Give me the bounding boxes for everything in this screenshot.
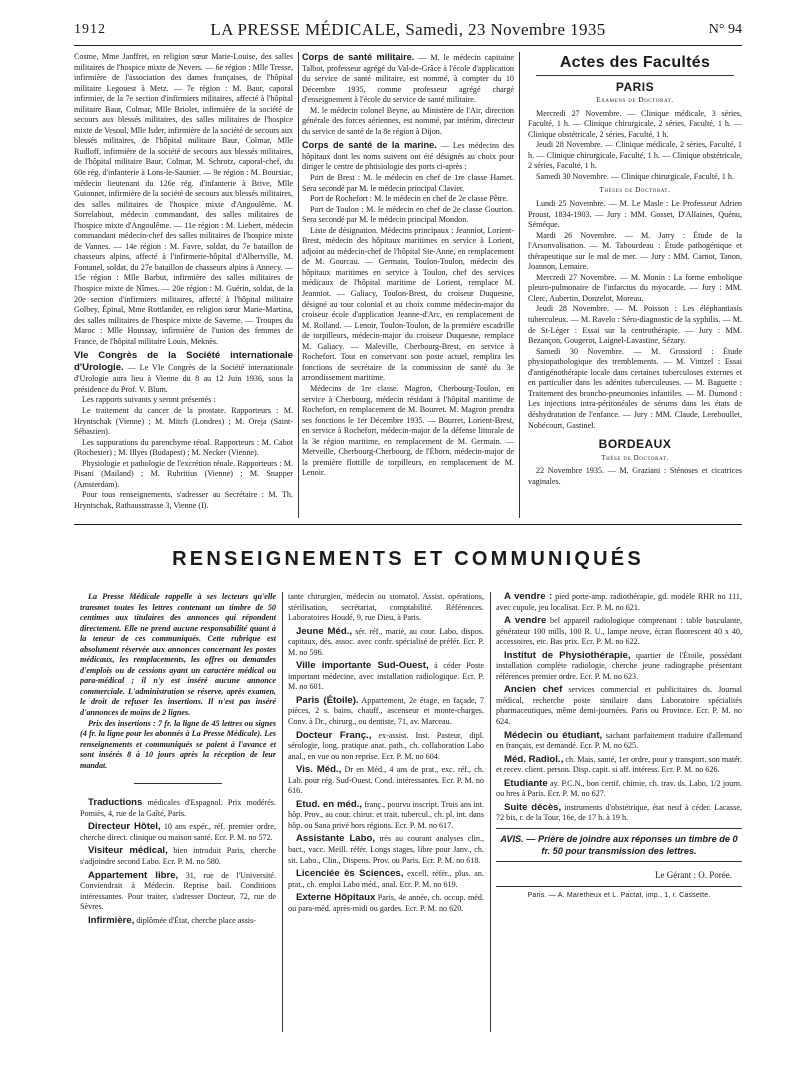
ad-lead: Ancien chef bbox=[504, 684, 563, 696]
thesis-entry: Samedi 30 Novembre. — M. Grossiord : Étude physiopathologique des tremblements. — M. Vintzel : Essai d'antigénothérapie locale dans certaines tuberculoses externes et en particulier dans les adénites tuberculeuses. — M. Baguette : Traitement des broncho-pneumonies infantiles. — M. Dumond : Les injections intra-péritonéales de sérums dans les états de déshydratation de l'enfance. — Jury : MM. Claude, Lereboullet, Nobécourt, Gastinel. bbox=[528, 346, 742, 430]
ad-text: bien introduit Paris, cherche s'adjoindre second Labo. Ecr. P. M. no 580. bbox=[80, 846, 276, 867]
ad-text: à céder Poste important médecine, avec installation radiologique. Ecr. P. M. no 601. bbox=[288, 661, 484, 692]
urology-report-1: Le traitement du cancer de la prostate. Rapporteurs : M. Hryntschak (Vienne) ; M. Mitch (Londres) ; M. Oreja (Saint-Sébastien). bbox=[74, 405, 293, 437]
bordeaux-subheading: Thèse de Doctorat. bbox=[601, 453, 669, 462]
ad-text: pied porte-amp. radiothérapie, gd. modèle RHR no 111, avec cupule, jeu localisat. Ecr. P. M. no 621. bbox=[496, 592, 742, 612]
ad-text: quartier de l'Étoile, possédant installation complète radiologie, cherche jeune radiographe présentant références premier ordre. Ecr. P. M. no 623. bbox=[496, 650, 742, 681]
journal-title: LA PRESSE MÉDICALE, Samedi, 23 Novembre 1935 bbox=[210, 20, 606, 39]
ad-lead: Etud. en méd., bbox=[296, 798, 363, 810]
classified-ad bbox=[288, 869, 484, 890]
port-toulon: Port de Toulon : M. le médecin en chef de 2e classe Gourion. Sera secondé par M. le médecin principal Mondon. bbox=[302, 204, 514, 225]
ad-text: 10 ans expér., réf. premier ordre, cherche direct. clinique ou maison santé. Ecr. P. M. no 572. bbox=[80, 822, 276, 842]
ad-text: tante chirurgien, médecin ou stomatol. Assist. opérations, stérilisation, secrétariat, comptabilité. Références. Laboratoires Houdé, 9, rue Dieu, à Paris. bbox=[288, 592, 484, 623]
ad-lead: Directeur Hôtel, bbox=[88, 821, 161, 833]
ads-list-1 bbox=[80, 798, 276, 926]
ad-lead: Traductions bbox=[88, 797, 143, 809]
navy-text: — Les médecins des hôpitaux dont les noms suivent ont été désignés au choix pour diriger le centre de phtisiologie des ports ci-après : bbox=[302, 141, 514, 172]
paris-theses-subheading: Thèses de Doctorat. bbox=[599, 186, 671, 195]
ad-text: ch. Mais. santé, 1er ordre, pour y transport. son matér. et recev. client. person. Disp. capit. si aff. intéress. Ecr. P. M. no 626. bbox=[496, 754, 742, 775]
classified-ad bbox=[496, 779, 742, 800]
ad-lead: Méd. Radiol., bbox=[504, 753, 564, 765]
ad-text: ay. P.C.N., bon certif. chimie, ch. trav. ds. Labo, 1/2 journ. ou hres à Paris. Ecr. P. M. no 627. bbox=[496, 778, 742, 799]
editorial-notice: La Presse Médicale rappelle à ses lecteurs qu'elle transmet toutes les lettres contenant un timbre de 50 centimes aux titulaires des annonces qui répondent directement. Elle ne prend aucune responsabilité quant à la teneur de ces communiqués. Cette rubrique est absolument réservée aux annonces concernant les postes médicaux, les remplacements, les offres ou demandes d'emplois ou de cessions ayant un caractère médical ou para-médical ; il n'y est inséré aucune annonce commerciale. L'administration se réserve, après examen, le droit de refuser les insertions. Il n'est pas inséré d'annonces de moins de 2 lignes. bbox=[80, 592, 276, 718]
ad-lead: Jeune Méd., bbox=[296, 625, 353, 637]
ad-lead: Institut de Physiothérapie, bbox=[504, 649, 631, 661]
bottom-column-1 bbox=[80, 592, 276, 1042]
ad-lead: Assistante Labo, bbox=[296, 833, 376, 845]
exam-entry: Mercredi 27 Novembre. — Clinique médicale, 3 séries, Faculté, 1 h. — Clinique chirurgicale, 2 séries, Faculté, 1 h. — Clinique obstétricale, 2 séries, Faculté, 1 h. bbox=[528, 108, 742, 139]
ad-lead: Ville importante Sud-Ouest, bbox=[296, 660, 429, 672]
classified-ad bbox=[288, 731, 484, 763]
ad-text: sachant parfaitement traduire d'allemand en français, est demandé. Ecr. P. M. no 625. bbox=[496, 730, 742, 751]
classified-ad bbox=[496, 685, 742, 727]
issue-number: N° 94 bbox=[708, 22, 742, 37]
ad-text: 31, rue de l'Université. Conviendrait à Médecin. Reprise bail. Conditions intéressantes. Pour traiter, s'adresser Docteur, 72, rue de Sèvres. bbox=[80, 870, 276, 912]
ad-text: excell. référ., plus. an. prat., ch. emploi Labo méd., anal. Ecr. P. M. no 619. bbox=[288, 869, 484, 889]
ad-lead: Etudiante bbox=[504, 777, 548, 789]
military-heading: Corps de santé militaire. bbox=[302, 52, 415, 62]
designation-list-2: Médecins de 1re classe. Magron, Cherbourg-Toulon, en service à Cherbourg, médecin résidant à l'hôpital maritime de Rochefort, en remplacement de M. Bourret. M. Magron prendra ses fonctions le 1er Décembre 1935. — Bourret, Lorient-Brest, en service à Rochefort, médecin-major de la défense littorale de la 3e région maritime, en remplacement de M. Germain. — Merveille, Cherbourg-Cherbourg, de l'Éborn, médecin-major de la première flottille de torpilleurs, en remplacement de M. Lenoir. bbox=[302, 383, 514, 478]
ad-text: Dr en Méd., 4 ans de prat., exc. réf., ch. Lab. pour rég. Sud-Ouest. Cond. intéressantes. Ecr. P. M. no 616. bbox=[288, 765, 484, 796]
classified-ad bbox=[288, 765, 484, 797]
paris-exams-subheading: Examens de Doctorat. bbox=[596, 96, 674, 105]
actes-title: Actes des Facultés bbox=[559, 54, 711, 71]
printer-line: Paris. — A. Maretheux et L. Pactat, imp., 1, r. Cassette. bbox=[527, 892, 711, 900]
classified-ad bbox=[496, 651, 742, 683]
classified-ad bbox=[80, 822, 276, 843]
urology-report-3: Physiologie et pathologie de l'excrétion rénale. Rapporteurs : M. Pisani (Mailand) ; M. Rubritius (Vienne) ; M. Snapper (Amsterdam). bbox=[74, 458, 293, 489]
bordeaux-entry: 22 Novembre 1935. — M. Graziani : Sténoses et cicatrices vaginales. bbox=[528, 466, 742, 486]
actes-facultes-section bbox=[528, 52, 742, 518]
classified-ad bbox=[80, 846, 276, 867]
ads-list-3 bbox=[496, 592, 742, 824]
ads-list-2 bbox=[288, 592, 484, 914]
urology-intro: — Le VIe Congrès de la Société internationale d'Urologie aura lieu à Vienne du 8 au 12 Juin 1936, sous la présidence du Prof. V. Blum. bbox=[74, 363, 293, 394]
port-brest: Port de Brest : M. le médecin en chef de 1re classe Hamet. Sera secondé par M. le médecin principal Clavier. bbox=[302, 173, 514, 193]
military-text-2: M. le médecin colonel Beyne, au Ministère de l'Air, direction générale des forces aériennes, est nommé, par intérim, directeur du service de santé de la 8e région à Dijon. bbox=[302, 105, 514, 136]
ad-lead: Suite décès, bbox=[504, 801, 562, 813]
paris-heading: PARIS bbox=[615, 79, 655, 94]
navy-heading: Corps de santé de la marine. bbox=[302, 140, 437, 151]
renseignements-title: RENSEIGNEMENTS ET COMMUNIQUÉS bbox=[172, 548, 644, 570]
urology-reports: Les rapports suivants y seront présentés : bbox=[82, 395, 216, 405]
military-text: — M. le médecin capitaine Talbot, professeur agrégé du Val-de-Grâce à l'école d'application du service de santé militaire, est nommé, à compter du 10 Décembre 1935, comme professeur agrégé chargé d'enseignement à l'école du service de santé militaire. bbox=[302, 53, 514, 105]
designation-list: Liste de désignation. Médecins principaux : Jeanniot, Lorient-Brest, médecin des hôpitaux maritimes en service à Lorient, adjoint au médecin-chef de l'hôpital Ste-Anne, en remplacement de M. Gourcau. — Germain, Toulon-Toulon, médecin des hôpitaux maritimes en service à Toulon, chef des services médicaux de l'hôpital maritime de Lorient, remplace M. Jeanniot. — Galiacy, Toulon-Brest, du croiseur Duquesne, désigné au tour colonial et au choix comme médecin-major du croiseur école d'application Jeanne-d'Arc, en remplacement de M. Rolland. — Lenoir, Toulon-Toulon, de la première escadrille de torpilleurs, médecin-major du croiseur Duquesne, remplace M. Galiacy. — Maleville, Cherbourg-Brest, en service à Rochefort. Tout en conservant son poste actuel, remplira les fonctions de secrétaire de la commission de santé du 3e arrondissement maritime. bbox=[302, 225, 514, 383]
ad-lead: Docteur Franç., bbox=[296, 729, 372, 741]
column-divider bbox=[282, 592, 283, 1032]
pricing-notice: Prix des insertions : 7 fr. la ligne de 45 lettres ou signes (4 fr. la ligne pour les abonnés à La Presse Médicale). Les renseignements et communiqués se paient à l'avance et sont insérés 8 à 10 jours après la réception de leur mandat. bbox=[80, 718, 276, 770]
ad-lead: Paris (Étoile). bbox=[296, 694, 359, 706]
awards-text: Cosme, Mme Janffret, en religion sœur Marie-Louise, des salles militaires de l'hospice mixte de Nevers. — 6e région : Mlle Tresse, infirmière de l'association des dames françaises, de l'hôpital militaire Legouest à Metz. — 7e région : M. Baur, caporal infirmier, de la 7e section d'infirmiers militaires, affecté à l'hôpital militaire Baur, Colmar, Mlle Briolet, infirmière de la société de secours aux blessés militaires, des salles militaires de l'hospice mixte de Vesoul, Mlle Isder, infirmière de la société de secours aux blessés militaires, de l'hôpital militaire Baur, Colmar, Mlle Rudloff, infirmière de la société de secours aux blessés militaires, de l'hôpital militaire Baur, Colmar, M. Schrotz, caporal-chef, du 60e rég. d'infanterie à Lons-le-Saunier. — 9e région : M. Boursiac, médecin lieutenant du 126e rég. d'infanterie à Brive, Mlle Guionnet, infirmière de la société de secours aux blessés militaires, des salles militaires de l'hospice mixte d'Angoulême. M. Sorrelabout, médecin commandant, des salles militaires de l'hospice mixte d'Angoulême. — 11e région : M. Liebert, médecin commandant médecin-chef des salles militaires de l'hospice mixte de Vannes. — 14e région : M. Favre, soldat, du 7e bataillon de chasseurs alpins, affecté à l'infirmerie-hôpital d'Albertville, M. Fontanel, soldat, du 27e bataillon de chasseurs alpins à Annecy. — 15e région : Mlle Barbut, infirmière des salles militaires de l'hospice mixte de Nîmes. — 20e région : M. Guérin, soldat, de la 20e section d'infirmiers militaires, affecté à l'hôpital militaire Golbey, Épinal, Mme Rottlander, en religion sœur Marie-Martina, des salles militaires de l'hospice mixte de Saverne. — Troupes du Maroc : Mlle Houssay, infirmière de l'union des femmes de France, de l'hôpital militaire Louis, Meknès. bbox=[74, 52, 293, 346]
exam-entry: Samedi 30 Novembre. — Clinique chirurgicale, Faculté, 1 h. bbox=[536, 171, 734, 181]
ad-text: services commercial et publicitaires ds. Journal médical, recherche poste similaire dans Laboratoire spécialités pharmaceutiques, même demi-journées. Paris ou Province. Ecr. P. M. no 624. bbox=[496, 685, 742, 727]
classified-ad bbox=[80, 871, 276, 913]
thesis-entry: Mardi 26 Novembre. — M. Jarry : Étude de la l'Arsonvalisation. — M. Tabourdeau : Étude pathogénique et thérapeutique sur le mal de mer. — Jury : MM. Carnot, Tanon, Joannon, Lemaire. bbox=[528, 230, 742, 272]
urology-report-2: Les suppurations du parenchyme rénal. Rapporteurs : M. Cabot (Rochester) ; M. Illyes (Budapest) ; M. Necker (Vienne). bbox=[74, 437, 293, 458]
classified-ad bbox=[288, 592, 484, 624]
ad-text: franç., pourvu inscript. Trois ans int. hôp. Prov., au cour. chirur. et trait. tubercul., ch. pl. int. dans hôp. ou Sana privé hors régions. Ecr. P. M. no 617. bbox=[288, 799, 484, 830]
ad-text: très au courant analyses clin., bact., vacc. Meill. référ. Longs stages, libre pour Janv., ch. sit. Labo., Clin., Dispens. Prov. ou Paris. Ecr. P. M. no 618. bbox=[288, 834, 484, 865]
thesis-entry: Lundi 25 Novembre. — M. Le Masle : Le Professeur Adrien Proust, 1834-1903. — Jury : MM. Gosset, D'Allaines, Quénu, Séméque. bbox=[528, 199, 742, 230]
header-rule bbox=[74, 45, 742, 46]
page-header bbox=[74, 20, 742, 42]
ad-lead: Infirmière, bbox=[88, 914, 135, 926]
ad-text: bel appareil radiologique comprenant : table basculante, générateur 100 mills, 100 R. U., lampe neuve, écran fluorescent 40 x 40, accessoires, etc. Bas prix. Ecr. P. M. no 622. bbox=[496, 616, 742, 647]
bottom-column-3 bbox=[496, 592, 742, 1062]
ad-lead: Médecin ou étudiant, bbox=[504, 729, 603, 741]
ad-text: Paris, 4e année, ch. occup. méd. ou para-méd. après-midi ou gardes. Ecr. P. M. no 620. bbox=[288, 893, 484, 913]
port-rochefort: Port de Rochefort : M. le médecin en chef de 2e classe Pêtre. bbox=[310, 194, 509, 204]
classified-ad bbox=[496, 592, 742, 613]
classified-ad bbox=[288, 893, 484, 914]
ad-lead: A vendre bbox=[504, 615, 547, 627]
section-rule bbox=[74, 524, 742, 525]
ad-text: ex-assist. Inst. Pasteur, dipl. sérologie, long. pratique anat. path., ch. collaboration Labo anal., en vue ou non reprise. Ecr. P. M. no 604. bbox=[288, 730, 484, 761]
ad-lead: Visiteur médical, bbox=[88, 845, 168, 857]
column-divider bbox=[519, 52, 520, 518]
ad-lead: Appartement libre, bbox=[88, 869, 179, 881]
ad-text: instruments d'obstétrique, état neuf à céder. Lacasse, 72 bis, r. de la Tour, 16e, de 17 h. à 19 h. bbox=[496, 802, 742, 823]
classified-ad bbox=[496, 755, 742, 776]
classified-ad bbox=[288, 800, 484, 832]
avis-notice: AVIS. — Prière de joindre aux réponses un timbre de 0 fr. 50 pour transmission des lettres. bbox=[500, 833, 738, 856]
classified-ad bbox=[80, 916, 276, 927]
ad-lead: Externe Hôpitaux bbox=[296, 892, 376, 904]
column-divider bbox=[490, 592, 491, 1032]
ad-text: Appartement, 2e étage, en façade, 7 pièces, 2 s. bains, chauff., ascenseur et monte-charges. Conv. à Dr., chirurg., ou dentiste, 71, av. Marceau. bbox=[288, 695, 484, 727]
ad-text: diplômée d'État, cherche place assis- bbox=[136, 915, 256, 925]
ad-text: médicales d'Espagnol. Prix modérés. Pomiès, 4, rue de la Gaîté, Paris. bbox=[80, 798, 276, 818]
ad-lead: A vendre : bbox=[504, 592, 553, 602]
urology-heading: VIe Congrès de la Société internationale d'Urologie. bbox=[74, 350, 293, 374]
ad-lead: Vis. Méd., bbox=[296, 764, 342, 776]
exam-entry: Jeudi 28 Novembre. — Clinique médicale, 2 séries, Faculté, 1 h. — Clinique chirurgicale, Faculté, 1 h. — Clinique obstétricale, 2 séries, Faculté, 1 h. bbox=[528, 140, 742, 171]
classified-ad bbox=[496, 616, 742, 648]
thesis-entry: Mercredi 27 Novembre. — M. Monin : La forme embolique pleuro-pulmonaire de l'infarctus du myocarde. — Jury : MM. Clerc, Aubertin, Donzelot, Moreau. bbox=[528, 272, 742, 303]
classified-ad bbox=[496, 803, 742, 824]
column-divider bbox=[298, 52, 299, 518]
classified-ad bbox=[288, 834, 484, 866]
classified-ad bbox=[288, 696, 484, 728]
bordeaux-heading: BORDEAUX bbox=[598, 437, 672, 452]
page-number: 1912 bbox=[74, 22, 106, 37]
ad-text: sér. réf., marié, au cour. Labo, dispos. capitaux, dés. assoc. avec confr. spécialisé de préfér. Ecr. P. M. no 596. bbox=[288, 626, 484, 657]
classified-ad bbox=[80, 798, 276, 819]
bottom-column-2 bbox=[288, 592, 484, 1042]
column-1 bbox=[74, 52, 293, 518]
classified-ad bbox=[288, 627, 484, 659]
classified-ad bbox=[288, 661, 484, 693]
ad-lead: Licenciée ès Sciences, bbox=[296, 868, 404, 880]
gerant-signature: Le Gérant : O. Porée. bbox=[655, 869, 732, 880]
thesis-entry: Jeudi 28 Novembre. — M. Poisson : Les éléphantiasis tuberculeux. — M. Ravelo : Séro-diagnostic de la syphilis. — M. de St-Léger : Essai sur la centrothérapie. — Jury : MM. Bezançon, Gougerot, Laignel-Lavastine, Sézary. bbox=[528, 304, 742, 346]
urology-contact: Pour tous renseignements, s'adresser au Secrétaire : M. Th. Hryntschak, Rathausstrasse 3, Vienne (I). bbox=[74, 490, 293, 510]
column-2 bbox=[302, 52, 514, 518]
classified-ad bbox=[496, 731, 742, 752]
